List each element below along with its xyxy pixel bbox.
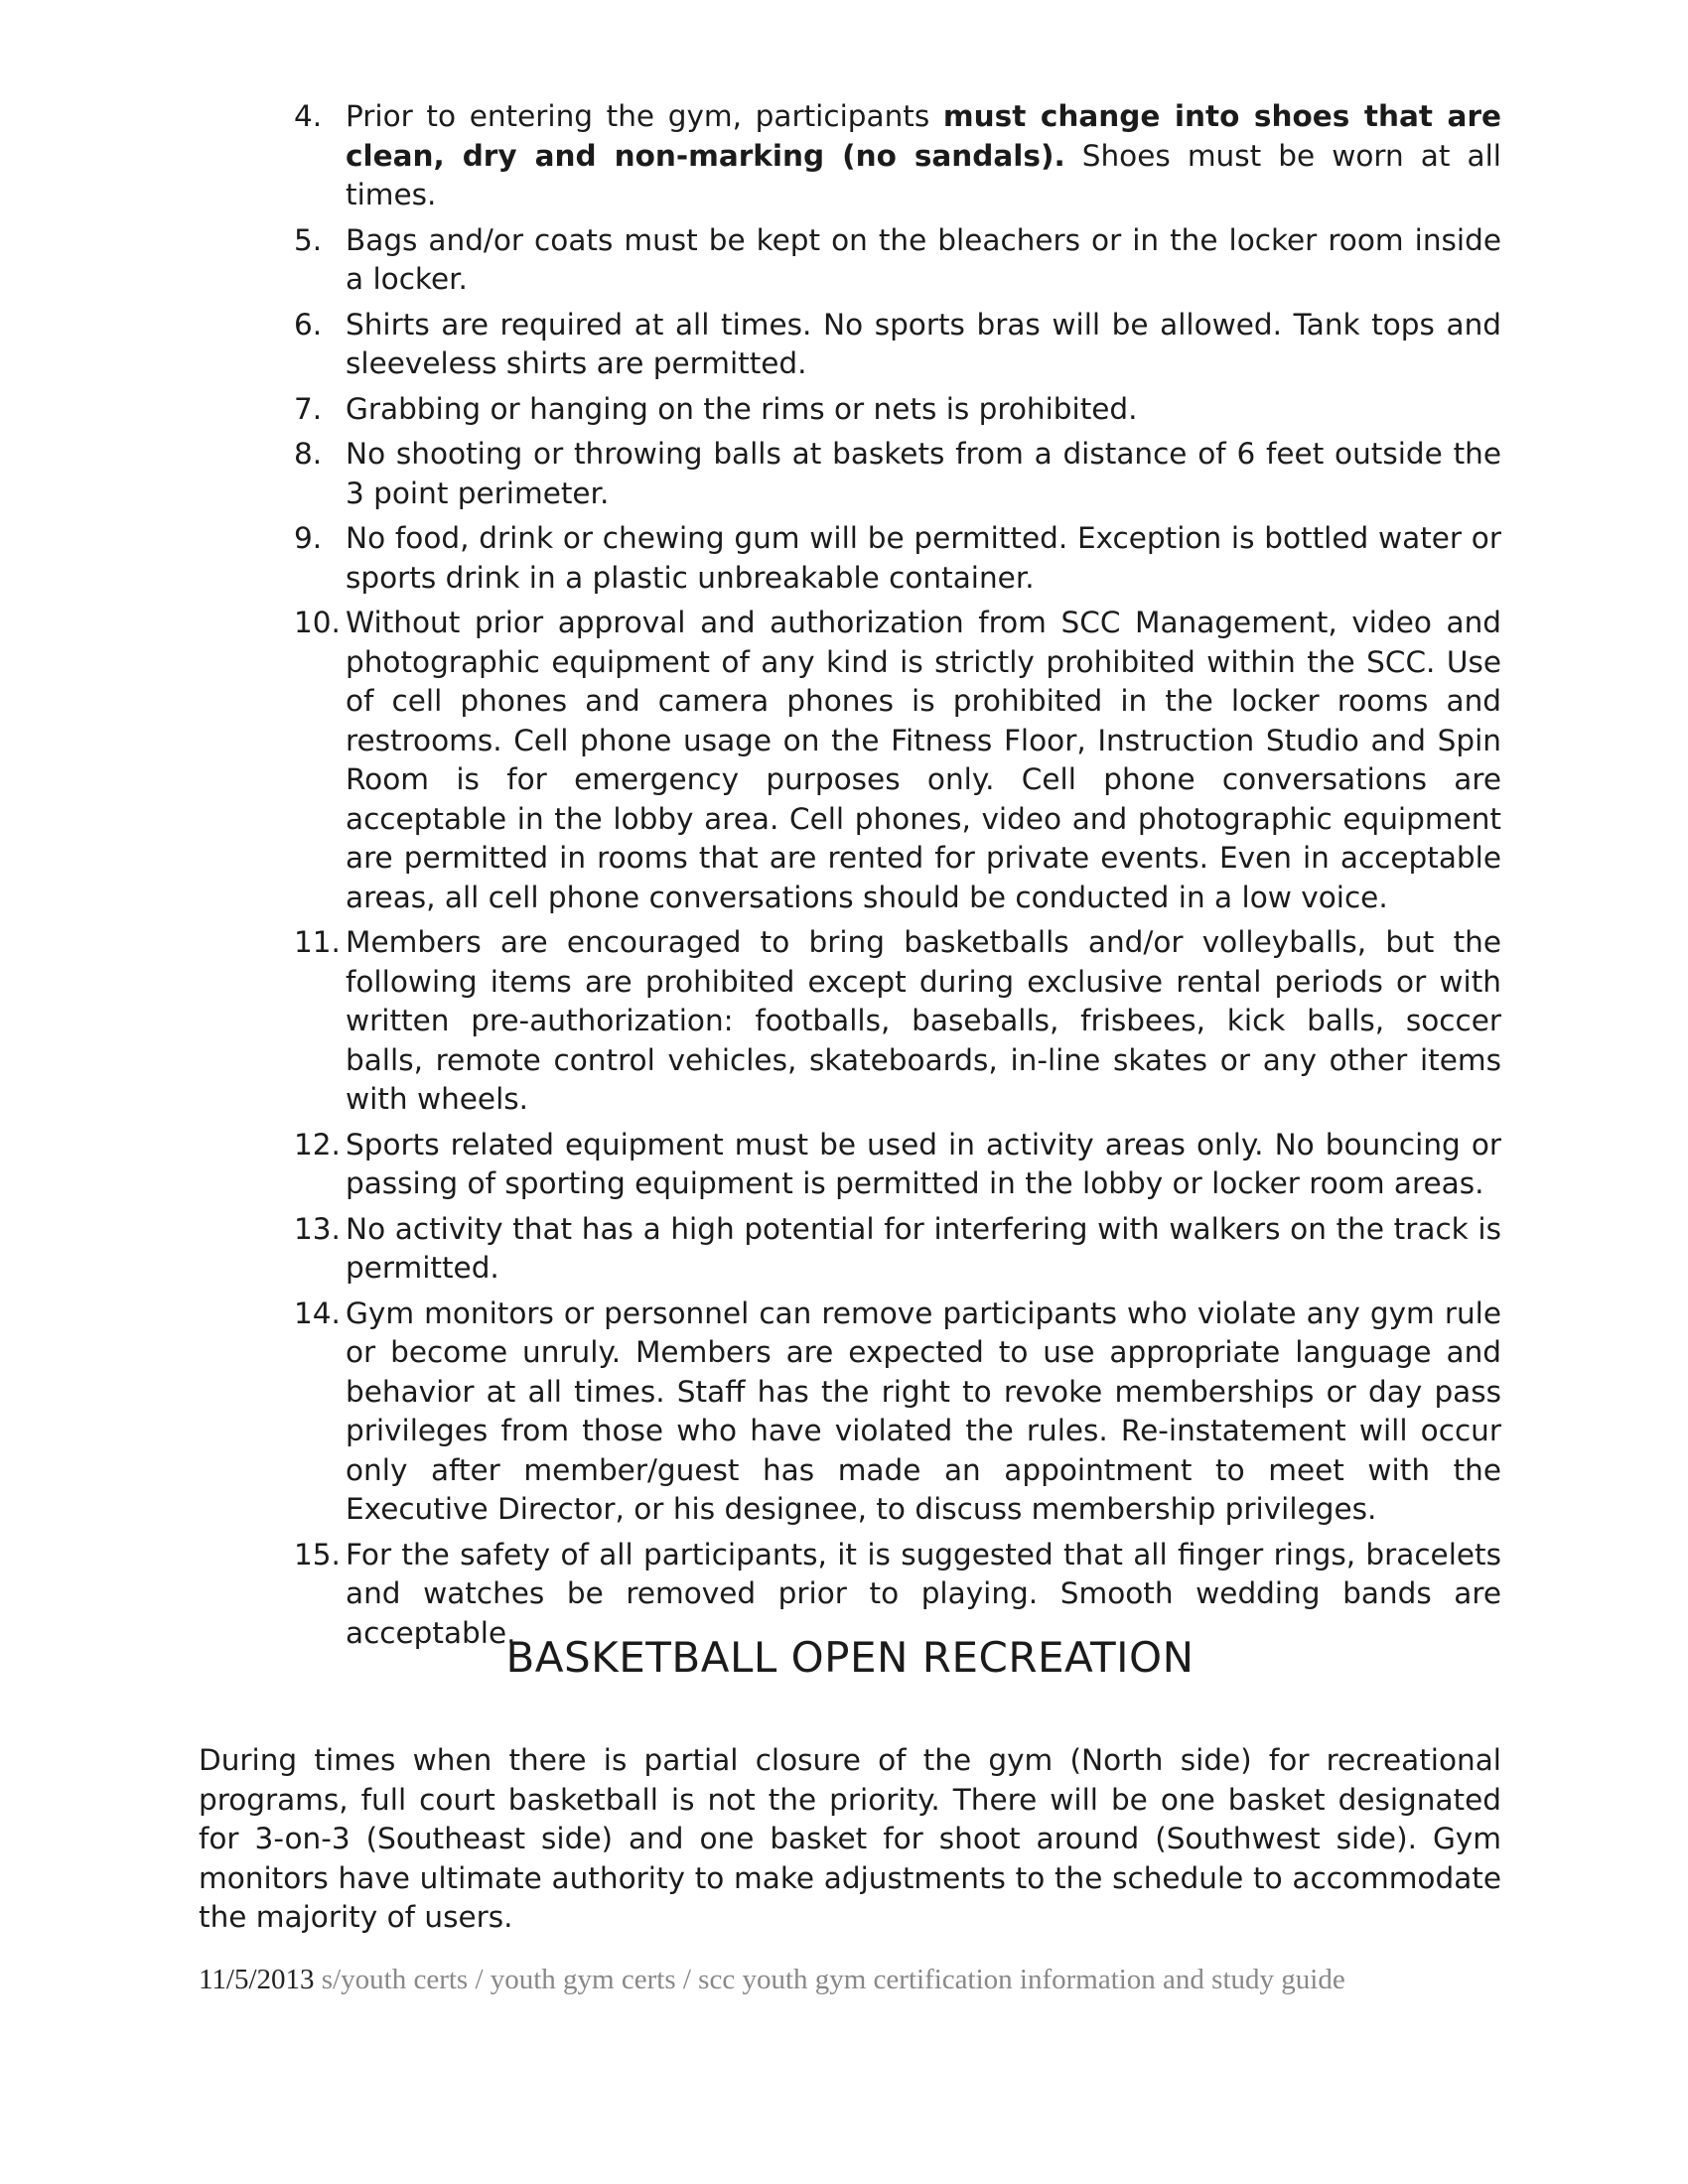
rule-number: 10. <box>294 606 341 639</box>
page-footer <box>199 1960 1479 1999</box>
rule-item <box>294 1126 1501 1204</box>
rule-item <box>294 1210 1501 1289</box>
footer-date: 11/5/2013 <box>199 1964 315 1995</box>
rule-item <box>294 1295 1501 1530</box>
footer-path: s/youth certs / youth gym certs / scc youth gym certification information and study guide <box>314 1964 1345 1995</box>
rule-item <box>294 97 1501 215</box>
rule-number: 5. <box>294 222 323 257</box>
rule-item <box>294 923 1501 1120</box>
rule-item <box>294 519 1501 598</box>
section-paragraph: During times when there is partial closure of the gym (North side) for recreational programs, full court basketball is not the priority. There will be one basket designated for 3-on-3 (Southeast side) and one basket for shoot around (Southwest side). Gym monitors have ultimate authority to make adjustments to the schedule to accommodate the majority of users. <box>199 1743 1501 1934</box>
rule-item <box>294 221 1501 300</box>
rule-item <box>294 604 1501 917</box>
rule-text: Grabbing or hanging on the rims or nets is prohibited. <box>346 391 1138 426</box>
rule-number: 7. <box>294 391 323 426</box>
rules-list <box>294 97 1501 1659</box>
rule-text: No food, drink or chewing gum will be permitted. Exception is bottled water or sports drink in a plastic unbreakable container. <box>346 521 1501 595</box>
rule-number: 14. <box>294 1296 341 1330</box>
rule-bold-text: must change into shoes that are clean, dry and non-marking (no sandals). <box>346 99 1501 173</box>
rule-number: 6. <box>294 307 323 341</box>
rule-text: Shirts are required at all times. No sports bras will be allowed. Tank tops and sleeveless shirts are permitted. <box>346 307 1501 380</box>
rule-number: 8. <box>294 437 323 471</box>
rule-number: 9. <box>294 521 323 555</box>
rule-text: Prior to entering the gym, participants <box>346 99 943 133</box>
rule-item <box>294 306 1501 384</box>
rule-text-continued: Shoes must be worn at all times. <box>346 138 1501 211</box>
rule-number: 4. <box>294 99 323 133</box>
rule-text: Members are encouraged to bring basketballs and/or volleyballs, but the following items are prohibited except during exclusive rental periods or with written pre-authorization: footballs, baseballs, frisbees, kick balls, soccer balls, remote control vehicles, skateboards, in-line skates or any other items with wheels. <box>346 925 1501 1116</box>
section-heading: BASKETBALL OPEN RECREATION <box>505 1633 1195 1682</box>
rule-item <box>294 435 1501 513</box>
rule-number: 15. <box>294 1537 341 1571</box>
rule-text: Bags and/or coats must be kept on the bleachers or in the locker room inside a locker. <box>346 222 1501 296</box>
rule-item <box>294 390 1501 430</box>
rule-text: Gym monitors or personnel can remove participants who violate any gym rule or become unruly. Members are expected to use appropriate language and behavior at all times. Staff has the right to revoke memberships or day pass privileges from those who have violated the rules. Re-instatement will occur only after member/guest has made an appointment to meet with the Executive Director, or his designee, to discuss membership privileges. <box>346 1296 1501 1526</box>
rule-text: No activity that has a high potential for interfering with walkers on the track is permitted. <box>346 1211 1501 1285</box>
rule-number: 12. <box>294 1127 341 1161</box>
rule-text: For the safety of all participants, it is suggested that all finger rings, bracelets and watches be removed prior to playing. Smooth wedding bands are acceptable. <box>346 1537 1501 1650</box>
rule-number: 11. <box>294 925 341 959</box>
rule-text: No shooting or throwing balls at baskets from a distance of 6 feet outside the 3 point perimeter. <box>346 437 1501 510</box>
rule-text: Sports related equipment must be used in activity areas only. No bouncing or passing of sporting equipment is permitted in the lobby or locker room areas. <box>346 1127 1501 1200</box>
rule-number: 13. <box>294 1211 341 1246</box>
rule-text: Without prior approval and authorization from SCC Management, video and photographic equipment of any kind is strictly prohibited within the SCC. Use of cell phones and camera phones is prohibited in the locker rooms and restrooms. Cell phone usage on the Fitness Floor, Instruction Studio and Spin Room is for emergency purposes only. Cell phone conversations are acceptable in the lobby area. Cell phones, video and photographic equipment are permitted in rooms that are rented for private events. Even in acceptable areas, all cell phone conversations should be conducted in a low voice. <box>346 606 1501 914</box>
